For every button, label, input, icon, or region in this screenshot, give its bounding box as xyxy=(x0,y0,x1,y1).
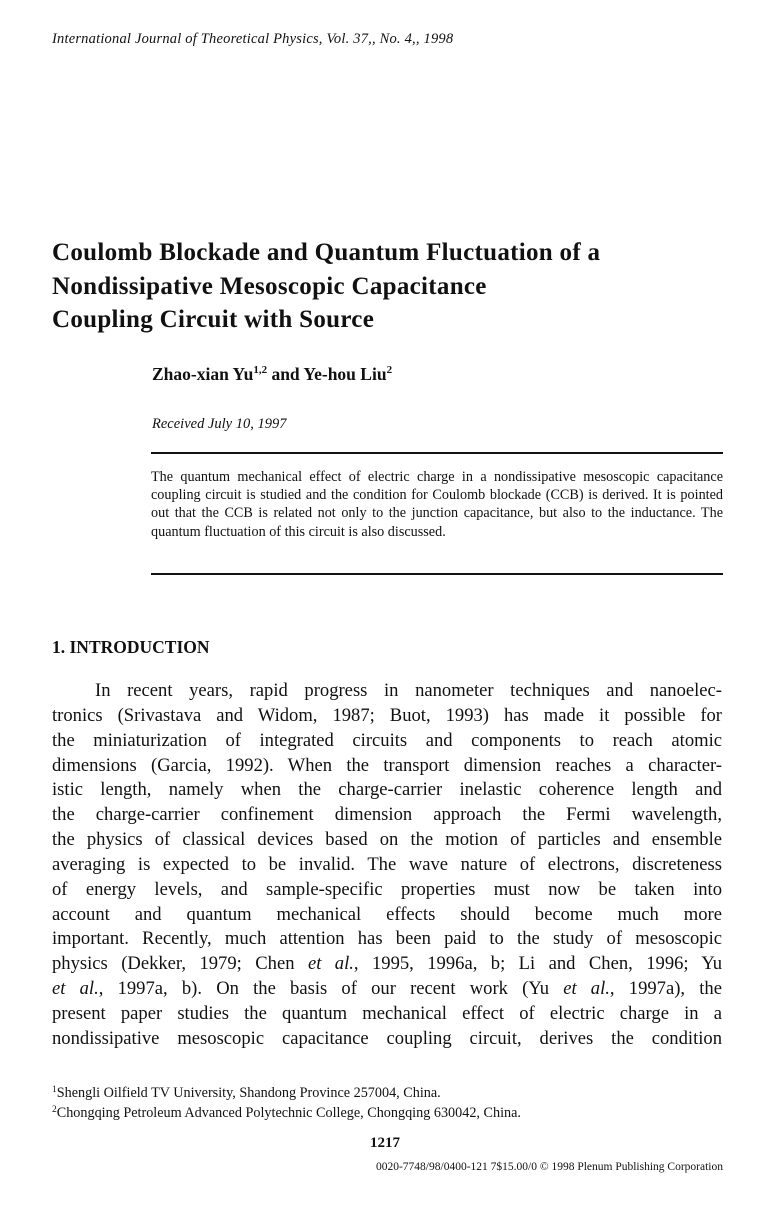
abstract-bottom-rule xyxy=(151,573,723,575)
citation-etal: et al. xyxy=(563,978,610,1000)
body-line: dimensions (Garcia, 1992). When the transport dimension reaches a character- xyxy=(52,754,722,776)
body-line: the miniaturization of integrated circuits and components to reach atomic xyxy=(52,729,722,751)
title-line: Nondissipative Mesoscopic Capacitance xyxy=(52,272,487,300)
journal-header: International Journal of Theoretical Physics, Vol. 37,, No. 4,, 1998 xyxy=(52,31,454,47)
footnote-text: Shengli Oilfield TV University, Shandong Province 257004, China. xyxy=(56,1085,441,1101)
abstract-top-rule xyxy=(151,452,723,454)
citation-etal: et al. xyxy=(52,978,99,1000)
footnote-mark: 2 xyxy=(52,1105,57,1115)
affiliation-mark: 2 xyxy=(386,364,393,376)
body-line: account and quantum mechanical effects should become much more xyxy=(52,903,722,925)
body-text xyxy=(52,679,722,1052)
paper-title xyxy=(52,236,752,337)
copyright-line: 0020-7748/98/0400-121 7$15.00/0 © 1998 Plenum Publishing Corporation xyxy=(375,1161,723,1173)
footnote xyxy=(52,1105,521,1122)
body-line: nondissipative mesoscopic capacitance coupling circuit, derives the condition xyxy=(52,1027,722,1049)
body-text-run: physics (Dekker, 1979; Chen xyxy=(52,953,308,975)
section-heading: 1. INTRODUCTION xyxy=(52,637,210,657)
body-text-run: , 1997a, b). On the basis of our recent work (Yu xyxy=(98,978,564,1000)
author-name: Ye-hou Liu xyxy=(303,364,387,384)
body-line xyxy=(52,977,722,1002)
body-line: the charge-carrier confinement dimension approach the Fermi wavelength, xyxy=(52,804,722,826)
citation-etal: et al. xyxy=(307,953,354,975)
author-connector: and xyxy=(271,364,300,384)
received-date: Received July 10, 1997 xyxy=(152,416,287,432)
title-line: Coulomb Blockade and Quantum Fluctuation of a xyxy=(52,239,601,266)
body-line: istic length, namely when the charge-carrier inelastic coherence length and xyxy=(52,779,722,801)
body-text-run: , 1997a), the xyxy=(609,978,722,1000)
body-line xyxy=(52,952,722,977)
body-line: present paper studies the quantum mechanical effect of electric charge in a xyxy=(52,1002,722,1024)
body-line: In recent years, rapid progress in nanometer techniques and nanoelec- xyxy=(95,680,722,701)
body-text-run: , 1995, 1996a, b; Li and Chen, 1996; Yu xyxy=(353,953,722,975)
abstract: The quantum mechanical effect of electric charge in a nondissipative mesoscopic capacitance coupling circuit is studied and the condition for Coulomb blockade (CCB) is derived. It is pointed out that the CCB is related not only to the junction capacitance, but also to the inductance. The quantum fluctuation of this circuit is also discussed. xyxy=(151,469,723,540)
footnote xyxy=(52,1085,441,1102)
body-line: tronics (Srivastava and Widom, 1987; Buot, 1993) has made it possible for xyxy=(52,704,722,726)
body-line: averaging is expected to be invalid. The wave nature of electrons, discreteness xyxy=(52,853,722,875)
page-number: 1217 xyxy=(370,1135,400,1151)
body-line: important. Recently, much attention has been paid to the study of mesoscopic xyxy=(52,928,722,950)
footnote-text: Chongqing Petroleum Advanced Polytechnic College, Chongqing 630042, China. xyxy=(56,1105,521,1121)
title-line: Coupling Circuit with Source xyxy=(52,306,375,333)
author-name: Zhao-xian Yu xyxy=(152,364,254,384)
authors xyxy=(152,364,392,385)
affiliation-mark: 1,2 xyxy=(253,364,268,376)
body-line: the physics of classical devices based on the motion of particles and ensemble xyxy=(52,829,722,851)
body-line: of energy levels, and sample-specific properties must now be taken into xyxy=(52,878,722,900)
footnote-mark: 1 xyxy=(52,1085,57,1095)
